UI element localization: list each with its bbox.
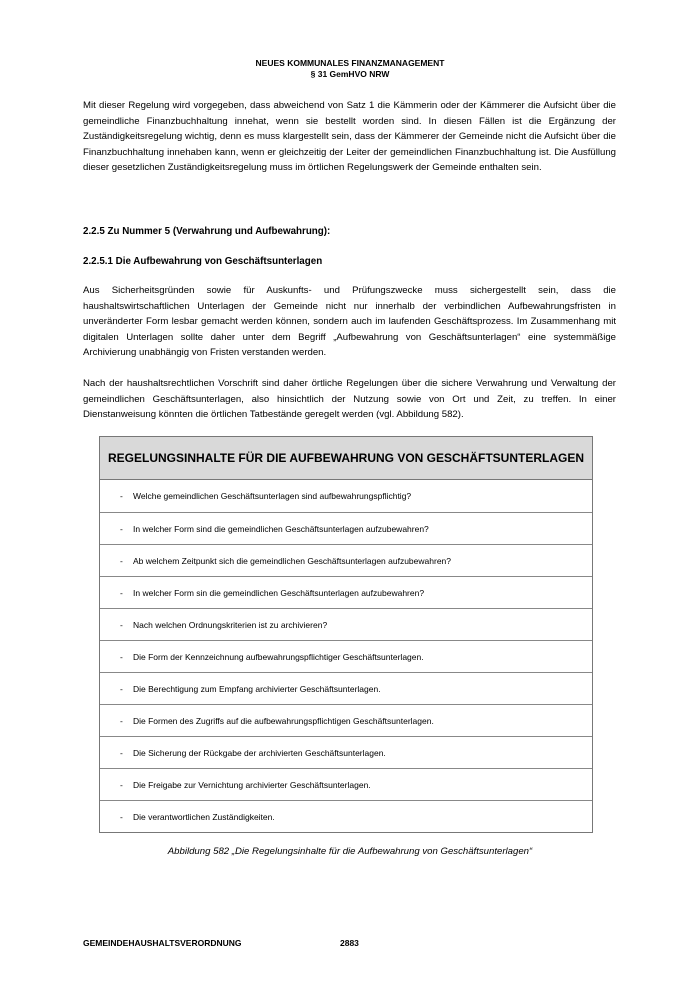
table-row	[100, 704, 592, 736]
header-title: NEUES KOMMUNALES FINANZMANAGEMENT	[255, 58, 445, 68]
section-heading: 2.2.5 Zu Nummer 5 (Verwahrung und Aufbewahrung):	[83, 226, 331, 237]
bullet-dash: -	[120, 587, 123, 598]
bullet-dash: -	[120, 523, 123, 534]
table-row-text: In welcher Form sin die gemeindlichen Geschäftsunterlagen aufzubewahren?	[133, 587, 425, 598]
table-row	[100, 480, 592, 512]
table-row	[100, 640, 592, 672]
regulation-table	[99, 436, 593, 833]
bullet-dash: -	[120, 715, 123, 726]
table-row-text: Die Form der Kennzeichnung aufbewahrungspflichtiger Geschäftsunterlagen.	[133, 651, 424, 662]
table-row	[100, 544, 592, 576]
bullet-dash: -	[120, 619, 123, 630]
table-row	[100, 736, 592, 768]
bullet-dash: -	[120, 651, 123, 662]
bullet-dash: -	[120, 555, 123, 566]
bullet-dash: -	[120, 747, 123, 758]
bullet-dash: -	[120, 491, 123, 501]
bullet-dash: -	[120, 683, 123, 694]
paragraph-3: Nach der haushaltsrechtlichen Vorschrift sind daher örtliche Regelungen über die sichere Verwahrung und Verwaltung der gemeindlichen Geschäftsunterlagen, also hinsichtlich der Nutzung sowie von Ort und Zeit, zu treffen. In einer Dienstanweisung könnten die örtlichen Tatbestände geregelt werden (vgl. Abbildung 582).	[83, 378, 616, 421]
bullet-dash: -	[120, 779, 123, 790]
page-number: 2883	[340, 938, 359, 948]
table-row	[100, 512, 592, 544]
paragraph-2: Aus Sicherheitsgründen sowie für Auskunfts- und Prüfungszwecke muss sichergestellt sein, dass die haushaltswirtschaftlichen Unterlagen der Gemeinde nicht nur innerhalb der verbindlichen Aufbewahrungsfristen in unveränderter Form lesbar gemacht werden können, sondern auch im laufenden Geschäftsprozess. Im Zusammenhang mit digitalen Unterlagen sollte daher unter dem Begriff „Aufbewahrung von Geschäftsunterlagen“ eine systemmäßige Archivierung unabhängig von Fristen verstanden werden.	[83, 285, 616, 359]
footer-title: GEMEINDEHAUSHALTSVERORDNUNG	[83, 938, 242, 948]
table-rows	[100, 480, 592, 832]
table-row-text: Nach welchen Ordnungskriterien ist zu archivieren?	[133, 619, 328, 630]
table-row	[100, 608, 592, 640]
page-header	[0, 58, 700, 80]
table-row	[100, 800, 592, 832]
table-row-text: Die Formen des Zugriffs auf die aufbewahrungspflichtigen Geschäftsunterlagen.	[133, 715, 434, 726]
table-row-text: Die Freigabe zur Vernichtung archivierter Geschäftsunterlagen.	[133, 779, 371, 790]
table-row	[100, 672, 592, 704]
figure-caption: Abbildung 582 „Die Regelungsinhalte für die Aufbewahrung von Geschäftsunterlagen“	[167, 846, 533, 857]
table-row	[100, 576, 592, 608]
table-row-text: Die Berechtigung zum Empfang archivierter Geschäftsunterlagen.	[133, 683, 381, 694]
table-title: REGELUNGSINHALTE FÜR DIE AUFBEWAHRUNG VON GESCHÄFTSUNTERLAGEN	[100, 437, 592, 480]
table-row-text: Die verantwortlichen Zuständigkeiten.	[133, 811, 275, 822]
header-subtitle: § 31 GemHVO NRW	[310, 69, 390, 79]
table-row-text: Die Sicherung der Rückgabe der archivierten Geschäftsunterlagen.	[133, 747, 386, 758]
subsection-heading: 2.2.5.1 Die Aufbewahrung von Geschäftsunterlagen	[83, 256, 323, 267]
table-row-text: In welcher Form sind die gemeindlichen Geschäftsunterlagen aufzubewahren?	[133, 523, 429, 534]
table-row-text: Ab welchem Zeitpunkt sich die gemeindlichen Geschäftsunterlagen aufzubewahren?	[133, 555, 451, 566]
table-row	[100, 768, 592, 800]
table-row-text: Welche gemeindlichen Geschäftsunterlagen sind aufbewahrungspflichtig?	[133, 491, 412, 501]
bullet-dash: -	[120, 811, 123, 822]
paragraph-1: Mit dieser Regelung wird vorgegeben, dass abweichend von Satz 1 die Kämmerin oder der Kämmerer die Aufsicht über die gemeindliche Finanzbuchhaltung innehat, wenn sie bestellt worden sind. In diesen Fällen ist die Ergänzung der Zuständigkeitsregelung wichtig, denn es muss klargestellt sein, dass der Kämmerer der Gemeinde nicht die Aufsicht über die Finanzbuchhaltung innehaben kann, wenn er gleichzeitig der Leiter der gemeindlichen Finanzbuchhaltung ist. Die Ausfüllung dieser gesetzlichen Zuständigkeitsregelung muss im örtlichen Regelungswerk der Gemeinde enthalten sein.	[83, 100, 616, 174]
